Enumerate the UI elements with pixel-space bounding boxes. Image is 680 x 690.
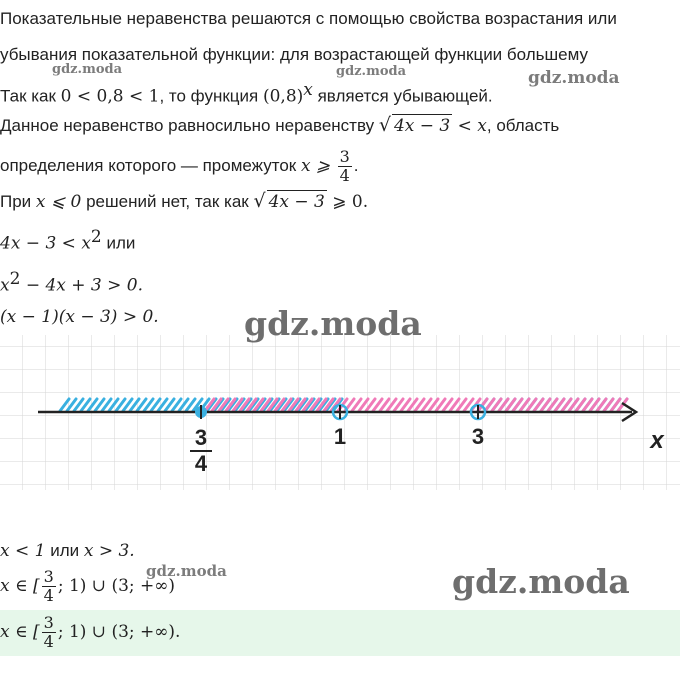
math-l4-ineq: < x: [452, 116, 487, 136]
math-l9: (x − 1)(x − 3) > 0.: [0, 307, 159, 327]
watermark: gdz.moda: [244, 304, 422, 343]
math-l8-rest: − 4x + 3 > 0.: [20, 275, 144, 296]
number-line-figure: [0, 335, 680, 490]
text-l6-b: решений нет, так как: [81, 192, 254, 211]
text-line-8: [0, 268, 143, 297]
fraction-3-4: [42, 614, 56, 651]
sqrt-sign: √: [253, 190, 266, 212]
axis-label-x: x: [650, 427, 664, 454]
fraction-denominator: 4: [339, 166, 350, 185]
fraction-denominator: 4: [43, 632, 54, 652]
text-l4-a: Данное неравенство равносильно неравенству: [0, 116, 379, 135]
text-l3-c: является убывающей.: [312, 86, 493, 106]
watermark: gdz.moda: [528, 68, 620, 88]
math-l11-a: x ∈ [: [0, 576, 40, 596]
math-l6-ineq: x ⩽ 0: [35, 192, 82, 212]
text-line-12: [0, 614, 180, 651]
text-l5-b: .: [353, 155, 359, 175]
math-l3-func: (0,8): [262, 86, 304, 107]
text-line-3: [0, 79, 493, 108]
fraction-denominator: 4: [43, 586, 54, 606]
text-line-9: [0, 306, 159, 328]
text-l3-b: , то функция: [159, 86, 263, 106]
math-l12-b: ; 1) ∪ (3; +∞).: [57, 622, 181, 642]
watermark: gdz.moda: [146, 562, 227, 580]
fraction-numerator: 3: [339, 147, 350, 166]
math-l10-a: x < 1: [0, 541, 46, 561]
math-l11-b: ; 1) ∪ (3; +∞): [57, 576, 176, 596]
fraction-3-4: [42, 568, 56, 605]
math-l8-x: x: [0, 275, 10, 296]
math-l7: 4x − 3 < x: [0, 233, 91, 254]
text-line-1: Показательные неравенства решаются с помощью свойства возрастания или: [0, 9, 617, 28]
math-l6-ge: ⩾ 0.: [326, 192, 369, 212]
text-l7-b: или: [101, 233, 136, 253]
text-l3-a: Так как: [0, 86, 61, 106]
math-l6-radicand: 4x − 3: [268, 192, 325, 212]
watermark: gdz.moda: [336, 64, 407, 79]
fraction-numerator: 3: [43, 567, 54, 587]
math-l4-radicand: 4x − 3: [393, 116, 451, 136]
label-1: 1: [333, 424, 347, 449]
text-l4-b: , область: [486, 116, 560, 135]
text-l10-b: или: [45, 541, 84, 560]
sqrt-sign: √: [378, 114, 391, 136]
label-3-4-num: 3: [194, 425, 208, 450]
fraction-3-4: [338, 148, 352, 185]
label-3-4-den: 4: [194, 451, 208, 476]
watermark: gdz.moda: [52, 62, 123, 77]
text-l6-a: При: [0, 192, 36, 211]
math-l7-exp: 2: [90, 227, 102, 247]
math-l3-exp: x: [303, 80, 313, 100]
math-l3-ineq: 0 < 0,8 < 1: [60, 86, 160, 107]
math-l5-ineq: x ⩾: [300, 155, 336, 176]
text-line-7: [0, 226, 135, 255]
label-3: 3: [471, 424, 485, 449]
text-line-2: убывания показательной функции: для возрастающей функции большему: [0, 45, 588, 64]
fraction-numerator: 3: [43, 613, 54, 633]
text-line-10: [0, 540, 135, 562]
text-line-4: [0, 114, 559, 137]
math-l12-a: x ∈ [: [0, 622, 40, 642]
text-l5-a: определения которого — промежуток: [0, 155, 301, 175]
math-l8-exp: 2: [9, 269, 21, 289]
math-l10-c: x > 3.: [83, 541, 135, 561]
watermark: gdz.moda: [452, 562, 630, 601]
text-line-5: [0, 148, 359, 185]
text-line-6: [0, 190, 368, 213]
